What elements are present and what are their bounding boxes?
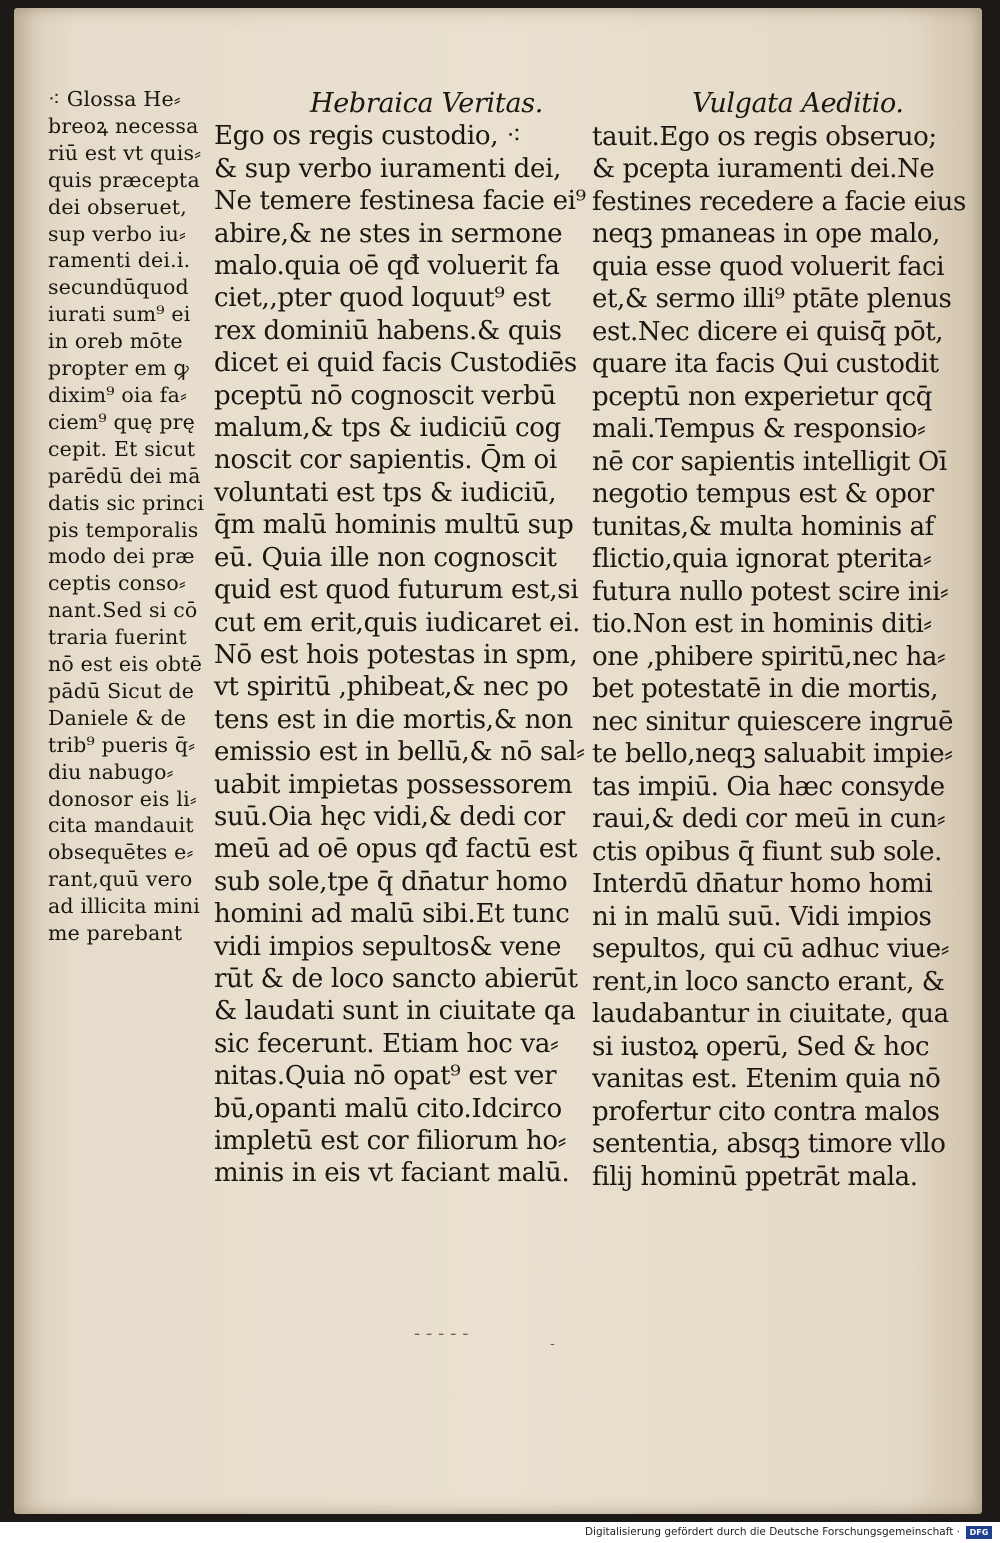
hebraica-line: dicet ei quid facis Custodiēs: [214, 348, 577, 379]
gloss-line: me parebant: [48, 921, 183, 946]
gloss-line: ad illicita mini: [48, 894, 201, 919]
vulgata-line: est.Nec dicere ei quisq̄ pōt,: [592, 316, 944, 347]
hebraica-line: cut em erit,quis iudicaret ei.: [214, 607, 581, 638]
gloss-line: Daniele & de: [48, 705, 187, 730]
vulgata-line: festines recedere a facie eius: [592, 186, 966, 217]
hebraica-line: impletū est cor filiorum ho⸗: [214, 1126, 567, 1156]
gloss-line: nō est eis obtē: [48, 652, 203, 677]
gloss-line: ⁖ Glossa He⸗: [48, 87, 181, 111]
hebraica-line: suū.Oia hęc vidi,& dedi cor: [214, 801, 565, 832]
hebraica-line: & laudati sunt in ciuitate qa: [214, 996, 576, 1027]
hebraica-line: sic fecerunt. Etiam hoc va⸗: [214, 1028, 559, 1059]
hebraica-line: abire,& ne stes in sermone: [214, 218, 563, 249]
hebraica-line: homini ad malū sibi.Et tunc: [214, 899, 570, 930]
gloss-line: dixim⁹ oia fa⸗: [48, 382, 188, 407]
gloss-line: cita mandauit: [48, 813, 194, 838]
vulgata-line: ni in malū suū. Vidi impios: [592, 901, 932, 932]
vulgata-line: profertur cito contra malos: [592, 1096, 940, 1127]
gloss-line: parēdū dei mā: [48, 463, 201, 488]
gloss-line: trib⁹ pueris q̄⸗: [48, 732, 196, 757]
gloss-line: propter em ꝙ: [48, 356, 189, 381]
vulgata-line: tauit.Ego os regis obseruo;: [592, 121, 937, 152]
gloss-line: riū est vt quis⸗: [48, 140, 202, 165]
gloss-line: quis præcepta: [48, 167, 200, 192]
vulgata-line: neqꝫ pmaneas in ope malo,: [592, 219, 941, 249]
gloss-line: pis temporalis: [48, 517, 199, 542]
vulgata-line: pceptū non experietur qcq̄: [592, 381, 933, 412]
dfg-logo: DFG: [966, 1526, 992, 1539]
hebraica-line: tens est in die mortis,& non: [214, 704, 573, 735]
gloss-line: ramenti dei.i.: [48, 248, 191, 273]
vulgata-line: tunitas,& multa hominis af: [592, 511, 934, 542]
gloss-column: [48, 86, 228, 947]
gloss-line: nant.Sed si cō: [48, 598, 198, 623]
gloss-line: obsequētes e⸗: [48, 840, 194, 865]
hebraica-line: vt spiritū ,phibeat,& nec po: [214, 672, 569, 703]
hebraica-line: meū ad oē opus qđ factū est: [214, 834, 578, 865]
hebraica-column: [214, 88, 594, 1190]
book-page: [14, 8, 982, 1514]
vulgata-heading: Vulgata Aeditio.: [692, 88, 904, 119]
hebraica-line: minis in eis vt faciant malū.: [214, 1158, 570, 1189]
vulgata-line: filij hominū ppetrāt mala.: [592, 1161, 918, 1192]
hebraica-line: uabit impietas possessorem: [214, 769, 573, 800]
hebraica-line: bū,opanti malū cito.Idcirco: [214, 1093, 562, 1124]
hebraica-line: Nō est hois potestas in spm,: [214, 639, 578, 670]
hebraica-line: sub sole,tpe q̄ dn̄atur homo: [214, 866, 568, 897]
vulgata-line: te bello,neqꝫ saluabit impie⸗: [592, 739, 953, 769]
gloss-line: pādū Sicut de: [48, 678, 195, 703]
vulgata-line: si iustoꝝ operū, Sed & hoc: [592, 1031, 930, 1062]
gloss-line: in oreb mōte: [48, 329, 183, 354]
gloss-line: secundūquod: [48, 275, 189, 300]
vulgata-line: quia esse quod voluerit faci: [592, 251, 945, 282]
gloss-line: cepit. Et sicut: [48, 436, 196, 461]
hebraica-line: ciet,,pter quod loquut⁹ est: [214, 283, 551, 314]
hebraica-line: malo.quia oē qđ voluerit fa: [214, 251, 560, 282]
vulgata-line: tio.Non est in hominis diti⸗: [592, 609, 932, 639]
vulgata-line: Interdū dn̄atur homo homi: [592, 869, 933, 899]
catch-mark: -: [550, 1336, 555, 1352]
vulgata-column: [592, 88, 992, 1193]
hebraica-line: & sup verbo iuramenti dei,: [214, 153, 562, 184]
vulgata-line: tas impiū. Oia hæc consyde: [592, 771, 945, 802]
vulgata-line: et,& sermo illi⁹ ptāte plenus: [592, 284, 952, 314]
gloss-line: traria fuerint: [48, 625, 187, 650]
vulgata-line: bet potestatē in die mortis,: [592, 674, 939, 704]
vulgata-line: one ,phibere spiritū,nec ha⸗: [592, 641, 946, 672]
vulgata-line: negotio tempus est & opor: [592, 479, 934, 509]
gloss-line: ciem⁹ quę prę: [48, 409, 195, 434]
footer-credit: Digitalisierung gefördert durch die Deutsche Forschungsgemeinschaft ·: [584, 1526, 960, 1538]
hebraica-line: pceptū nō cognoscit verbū: [214, 380, 556, 411]
hebraica-line: quid est quod futurum est,si: [214, 575, 579, 606]
gloss-line: rant,quū vero: [48, 867, 193, 892]
gloss-line: iurati sum⁹ ei: [48, 302, 191, 327]
hebraica-line: q̄m malū hominis multū sup: [214, 510, 574, 541]
vulgata-line: sepultos, qui cū adhuc viue⸗: [592, 934, 950, 964]
vulgata-line: futura nullo potest scire ini⸗: [592, 576, 949, 607]
vulgata-line: rent,in loco sancto erant, &: [592, 966, 945, 997]
hebraica-line: eū. Quia ille non cognoscit: [214, 542, 557, 573]
gloss-line: breoꝝ necessa: [48, 113, 199, 138]
vulgata-line: quare ita facis Qui custodit: [592, 349, 939, 379]
hebraica-line: Ego os regis custodio, ⁖: [214, 121, 522, 152]
gloss-line: dei obseruet,: [48, 194, 187, 219]
vulgata-line: vanitas est. Etenim quia nō: [592, 1064, 941, 1094]
digitization-footer: [0, 1522, 1000, 1543]
gloss-line: diu nabugo⸗: [48, 759, 174, 784]
hebraica-line: vidi impios sepultos& vene: [214, 931, 562, 962]
vulgata-line: ctis opibus q̄ fiunt sub sole.: [592, 836, 942, 867]
gloss-line: donosor eis li⸗: [48, 786, 197, 811]
vulgata-line: flictio,quia ignorat pterita⸗: [592, 544, 932, 574]
vulgata-line: raui,& dedi cor meū in cun⸗: [592, 804, 946, 834]
hebraica-line: noscit cor sapientis. Q̄m oi: [214, 445, 557, 476]
hebraica-line: rūt & de loco sancto abierūt: [214, 963, 578, 994]
hebraica-line: rex dominiū habens.& quis: [214, 315, 562, 346]
hebraica-line: Ne temere festinesa facie ei⁹: [214, 186, 586, 217]
hebraica-heading: Hebraica Veritas.: [310, 88, 544, 119]
vulgata-line: & pcepta iuramenti dei.Ne: [592, 154, 935, 184]
vulgata-line: sententia, absqꝫ timore vllo: [592, 1129, 946, 1159]
hebraica-line: malum,& tps & iudiciū cog: [214, 413, 561, 444]
vulgata-line: nec sinitur quiescere ingruē: [592, 706, 954, 737]
vulgata-line: mali.Tempus & responsio⸗: [592, 414, 926, 444]
catchword-marks: -----: [414, 1323, 475, 1344]
hebraica-line: voluntati est tps & iudiciū,: [214, 477, 557, 508]
hebraica-line: nitas.Quia nō opat⁹ est ver: [214, 1061, 557, 1092]
gloss-line: ceptis conso⸗: [48, 571, 186, 596]
vulgata-line: laudabantur in ciuitate, qua: [592, 999, 949, 1029]
hebraica-line: emissio est in bellū,& nō sal⸗: [214, 737, 585, 768]
gloss-line: sup verbo iu⸗: [48, 221, 187, 246]
gloss-line: modo dei præ: [48, 544, 195, 569]
vulgata-line: nē cor sapientis intelligit Oī: [592, 446, 947, 477]
gloss-line: datis sic princi: [48, 490, 205, 515]
